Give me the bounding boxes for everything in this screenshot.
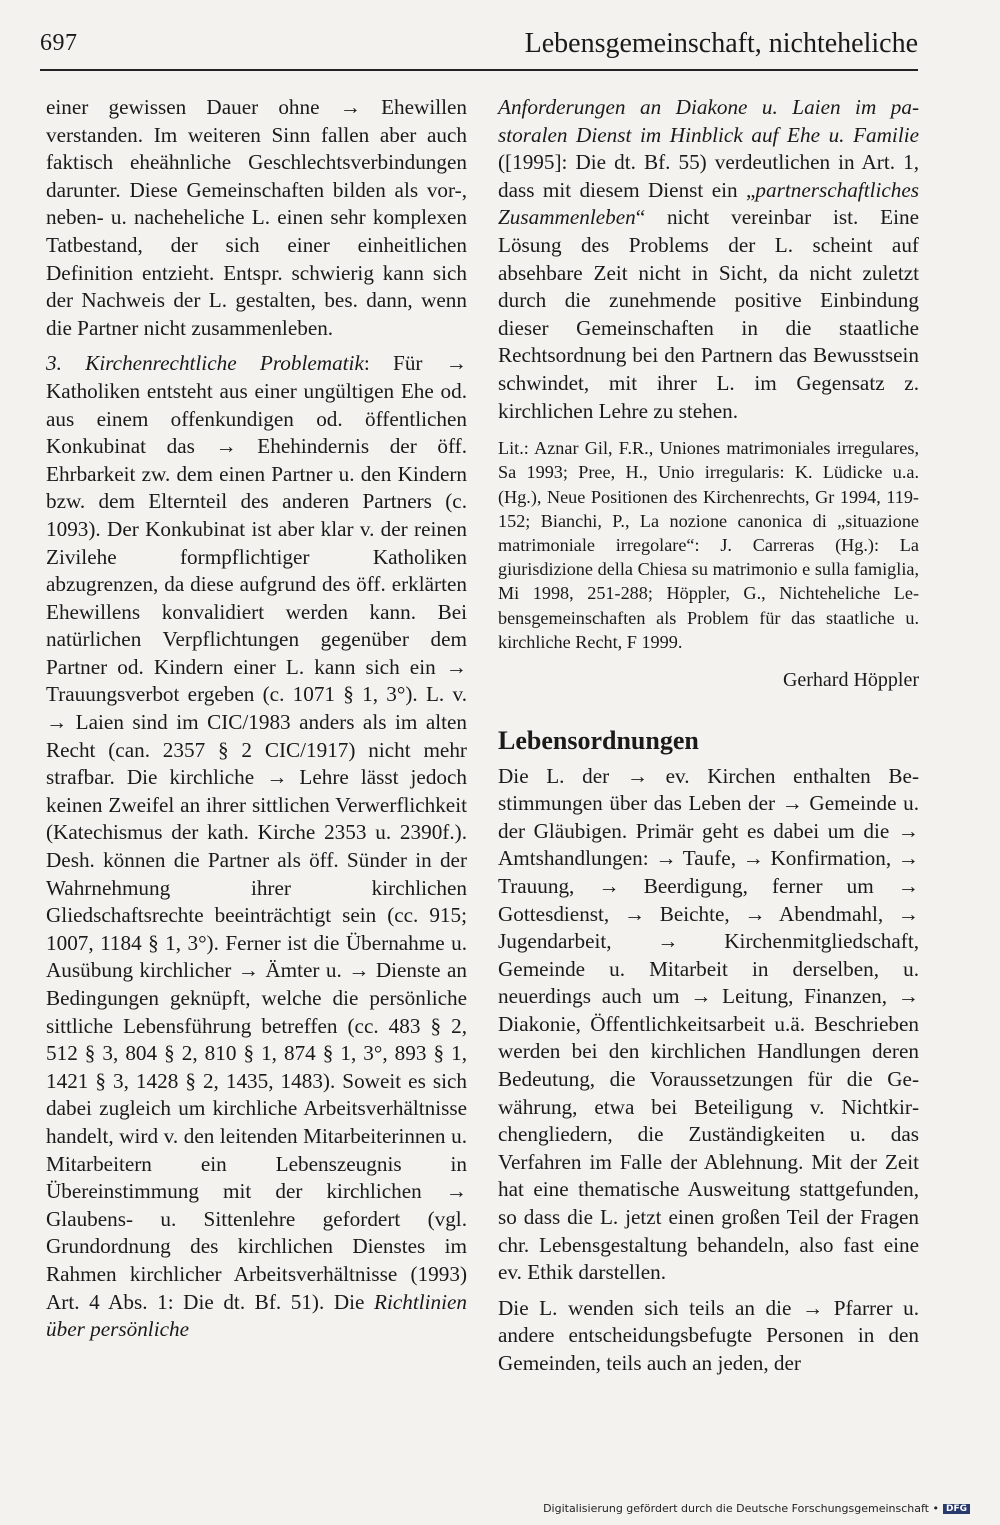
- paragraph: 3. Kirchenrechtliche Problematik: Für → Katholiken entsteht aus einer ungültigen Ehe od. aus einem offenkundigen od. öffentlichen Konkubinat das → Ehehindernis der öff. Ehrbarkeit zw. dem einen Partner u. den Kindern bzw. dem Elternteil des anderen Partners (c. 1093). Der Konkubinat ist aber klar v. der reinen Zivilehe formpflichtiger Katholiken abzugrenzen, da diese aufgrund des öff. erklärten Ehewillens konvalidiert werden kann. Bei natürlichen Verpflichtungen gegenüber dem Partner od. Kindern einer L. kann sich ein → Trauungsverbot ergeben (c. 1071 § 1, 3°). L. v. → Laien sind im CIC/1983 anders als im alten Recht (can. 2357 § 2 CIC/1917) nicht mehr strafbar. Die kirchliche → Lehre lässt jedoch keinen Zweifel an ihrer sittlichen Verwerflichkeit (Katechismus der kath. Kirche 2353 u. 2390f.). Desh. können die Partner als öff. Sünder in der Wahrnehmung ihrer kirchlichen Gliedschaftsrechte beeinträchtigt sein (cc. 915; 1007, 1184 § 1, 3°). Ferner ist die Übernahme u. Ausübung kirchlicher → Ämter u. → Dienste an Bedingungen geknüpft, welche die persönliche sittliche Lebensführung betreffen (cc. 483 § 2, 512 § 3, 804 § 2, 810 § 1, 874 § 1, 3°, 893 § 1, 1421 § 3, 1428 § 2, 1435, 1483). Soweit es sich dabei zugleich um kirchliche Arbeitsverhältnisse handelt, wird v. den leitenden Mitarbeiterinnen u. Mitarbeitern ein Lebenszeugnis in Übereinstimmung mit der kirchlichen → Glaubens- u. Sittenlehre gefordert (vgl. Grundordnung des kirchlichen Dienstes im Rahmen kirchlicher Arbeitsverhältnisse (1993) Art. 4 Abs. 1: Die dt. Bf. 51). Die Richtlinien über persönliche: [46, 351, 467, 1342]
- right-column: [498, 94, 919, 1378]
- author-signature: Gerhard Höppler: [782, 668, 919, 691]
- section-title: 3. Kirchenrechtliche Problematik: [46, 351, 364, 376]
- footer-text: Digitalisierung gefördert durch die Deutsche Forschungsgemeinschaft •: [543, 1502, 939, 1515]
- digitization-footer: [543, 1502, 970, 1515]
- left-column: [46, 94, 467, 1344]
- paragraph: Die L. der → ev. Kirchen enthalten Bestimmungen über das Leben der → Gemeinde u. der Gläubigen. Primär geht es dabei um die → Amtshandlungen: → Taufe, → Konfirmation, → Trauung, → Beerdigung, ferner um → Gottesdienst, → Beichte, → Abendmahl, → Jugendarbeit, → Kirchenmitgliedschaft, Gemeinde u. Mitarbeit in derselben, u. neuerdings auch um → Leitung, Finanzen, → Diakonie, Öffentlichkeitsarbeit u.ä. Beschrieben werden bei den kirchlichen Handlungen deren Bedeutung, die Voraussetzungen für die Gewährung, etwa bei Beteiligung v. Nichtkirchengliedern, die Zuständigkeiten u. das Verfahren im Falle der Ablehnung. Mit der Zeit hat eine thematische Ausweitung stattgefunden, so dass die L. jetzt einen großen Teil der Fragen chr. Lebensgestaltung behandeln, also fast eine ev. Ethik darstellen.: [498, 763, 919, 1285]
- page-number: 697: [40, 30, 78, 56]
- header-rule: [40, 69, 918, 71]
- paragraph: einer gewissen Dauer ohne → Ehewillen verstanden. Im weiteren Sinn fallen aber auch faktisch eheähnliche Geschlechtsverbindungen darunter. Diese Gemeinschaften bilden als vor-, neben- u. nacheheliche L. einen sehr komplexen Tatbestand, der sich einer einheitlichen Definition entzieht. Entspr. schwierig kann sich der Nachweis der L. gestalten, bes. dann, wenn die Partner nicht zusammenleben.: [46, 95, 467, 340]
- paragraph: Die L. wenden sich teils an die → Pfarrer u. andere entscheidungsbefugte Personen in den Gemeinden, teils auch an jeden, der: [498, 1295, 919, 1376]
- entry-heading: Lebensordnungen: [498, 725, 699, 755]
- running-head: Lebensgemeinschaft, nichteheliche: [524, 28, 918, 59]
- literature-references: Lit.: Aznar Gil, F.R., Uniones matrimoniales irregulares, Sa 1993; Pree, H., Unio irregularis: K. Lüdicke u.a. (Hg.), Neue Positionen des Kirchenrechts, Gr 1994, 119-152; Bianchi, P., La nozione canonica di „situazione matrimoniale irregolare“: J. Carreras (Hg.): La giurisdizione della Chiesa su matrimonio e sulla famiglia, Mi 1998, 251-288; Höppler, G., Nichteheliche Lebensgemeinschaften als Problem für das staatliche u. kirchliche Recht, F 1999.: [498, 438, 919, 652]
- paragraph: Anforderungen an Diakone u. Laien im pastoralen Dienst im Hinblick auf Ehe u. Familie ([1995]: Die dt. Bf. 55) verdeutlichen in Art. 1, dass mit diesem Dienst ein „partnerschaftliches Zusammenleben“ nicht vereinbar ist. Eine Lösung des Problems der L. scheint auf absehbare Zeit nicht in Sicht, da nicht zuletzt durch die zunehmende positive Einbindung dieser Gemeinschaften in die staatliche Rechtsordnung bei den Partnern das Bewusstsein schwindet, mit ihrer L. im Gegensatz z. kirchlichen Lehre zu stehen.: [498, 95, 919, 423]
- dfg-logo: DFG: [943, 1504, 970, 1514]
